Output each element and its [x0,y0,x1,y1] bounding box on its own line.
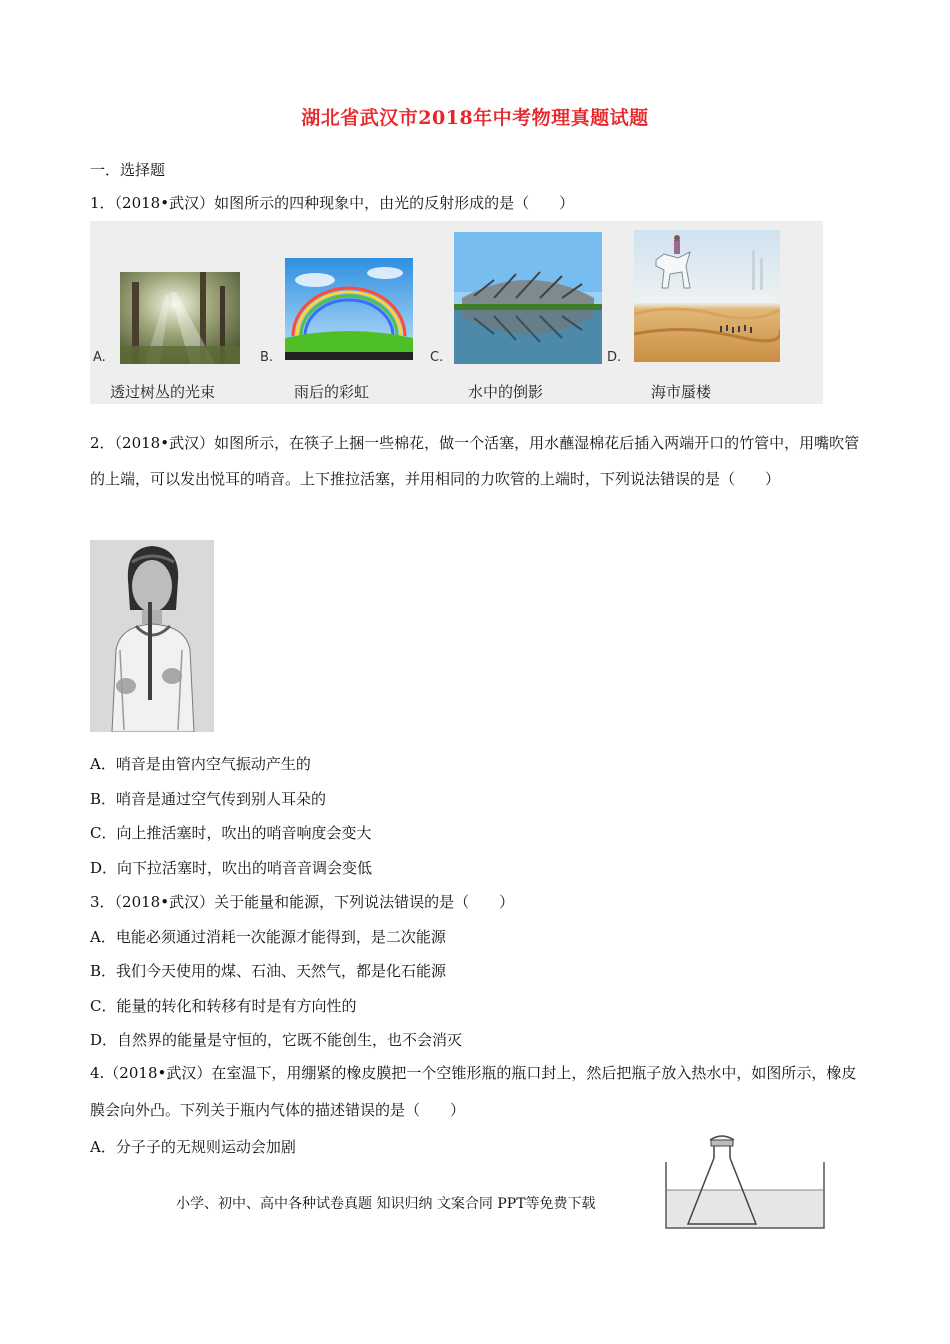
forest-light-image [120,272,240,364]
q3-option-a: A．电能必须通过消耗一次能源才能得到，是二次能源 [90,928,446,946]
q1-option-b-caption: 雨后的彩虹 [294,383,370,401]
q2-option-a: A．哨音是由管内空气振动产生的 [90,755,311,773]
page-footer: 小学、初中、高中各种试卷真题 知识归纳 文案合同 PPT等免费下载 [176,1196,596,1212]
q4-option-a: A．分子子的无规则运动会加剧 [90,1138,296,1156]
question-3-stem: 3．（2018•武汉）关于能量和能源，下列说法错误的是（ ） [90,893,515,911]
q1-option-a-letter: A. [93,350,106,365]
q2-option-d: D．向下拉活塞时，吹出的哨音音调会变低 [90,859,373,877]
q3-option-b: B．我们今天使用的煤、石油、天然气，都是化石能源 [90,962,447,980]
question-4-stem: 4.（2018•武汉）在室温下，用绷紧的橡皮膜把一个空锥形瓶的瓶口封上，然后把瓶子放入热水中，如图所示，橡皮膜会向外凸。下列关于瓶内气体的描述错误的是（ ） [90,1064,857,1119]
flask-in-water-image [664,1132,828,1232]
q1-option-d-caption: 海市蜃楼 [651,383,712,401]
q2-option-c: C．向上推活塞时，吹出的哨音响度会变大 [90,824,372,842]
girl-blowing-pipe-image [90,540,214,732]
section-heading: 一．选择题 [90,161,166,179]
question-2-stem: 2．（2018•武汉）如图所示，在筷子上捆一些棉花，做一个活塞，用水蘸湿棉花后插入两端开口的竹管中，用嘴吹管的上端，可以发出悦耳的哨音。上下推拉活塞，并用相同的力吹管的上端时，下列说法错误的是（ ） [90,434,860,488]
q1-option-c-caption: 水中的倒影 [468,383,544,401]
question-1-figure [90,221,823,404]
q1-option-c-letter: C. [430,350,444,365]
q3-option-c: C．能量的转化和转移有时是有方向性的 [90,997,357,1015]
q3-option-d: D．自然界的能量是守恒的，它既不能创生，也不会消灭 [90,1031,463,1049]
rainbow-image [285,258,413,360]
q1-option-b-letter: B. [260,350,274,365]
page-title: 湖北省武汉市2018年中考物理真题试题 [301,107,649,129]
q2-option-b: B．哨音是通过空气传到别人耳朵的 [90,790,327,808]
mirage-image [634,230,780,362]
q1-option-d-letter: D. [607,350,622,365]
reflection-image [454,232,602,364]
q1-option-a-caption: 透过树丛的光束 [110,383,216,401]
question-1-stem: 1．（2018•武汉）如图所示的四种现象中，由光的反射形成的是（ ） [90,194,575,212]
